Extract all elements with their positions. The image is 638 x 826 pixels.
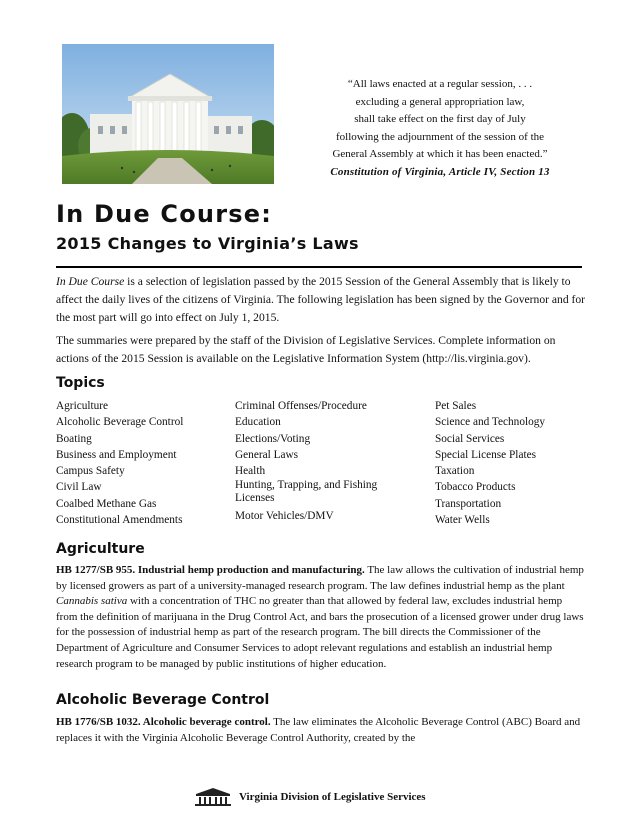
capitol-photo [62, 44, 274, 184]
topic-item: Boating [56, 432, 92, 445]
topic-item: Water Wells [435, 514, 490, 527]
topic-item: Motor Vehicles/DMV [235, 510, 334, 523]
abc-summary [56, 715, 586, 746]
page-footer [194, 787, 454, 809]
quote-line: General Assembly at which it has been enacted.” [332, 148, 548, 160]
intro-publication-name: In Due Course [56, 275, 125, 288]
topic-item: Pet Sales [435, 400, 477, 412]
bill-text-italic: Cannabis sativa [56, 595, 128, 608]
topic-item: Taxation [435, 465, 475, 478]
title-divider [56, 266, 582, 268]
topic-item: Health [235, 465, 266, 478]
intro-paragraph-summaries: The summaries were prepared by the staff of the Division of Legislative Services. Complete information on actions of the 2015 Session is available on the Legislative Information System (http://lis.virginia.gov). [56, 334, 556, 365]
bill-text: The law allows the cultivation of industrial hemp by licensed growers as part of a university-managed research program. The law defines industrial hemp as the plant [56, 564, 584, 592]
quote-line: following the adjournment of the session of the [335, 130, 545, 143]
topics-column-2 [235, 398, 415, 525]
topic-item: Constitutional Amendments [56, 514, 183, 527]
bill-heading: HB 1776/SB 1032. Alcoholic beverage control. [56, 716, 271, 728]
topic-item: Business and Employment [56, 448, 177, 461]
topic-item: Criminal Offenses/Procedure [235, 400, 367, 412]
topic-item: Transportation [435, 497, 502, 510]
bill-heading: HB 1277/SB 955. Industrial hemp production and manufacturing. [56, 564, 365, 576]
page-subtitle: 2015 Changes to Virginia’s Laws [56, 234, 359, 253]
capitol-building-icon [194, 787, 232, 807]
bill-text: with a concentration of THC no greater than that allowed by federal law, excludes industrial hemp from the definition of marijuana in the Drug Control Act, and bars the prosecution of a licensed grower under drug laws for the possession of industrial hemp as part of the research program. The bill directs the Commissioner of the Department of Agriculture and Consumer Services to adopt relevant regulations and establish an industrial hemp research program to be managed by public institutions of higher education. [56, 595, 584, 670]
intro-section [56, 273, 586, 373]
agriculture-summary [56, 563, 586, 672]
agriculture-heading: Agriculture [56, 541, 145, 557]
bill-text: The law eliminates the Alcoholic Beverage Control (ABC) Board and replaces it with the Virginia Alcoholic Beverage Control Authority, created by the [56, 716, 581, 744]
topic-item: Science and Technology [435, 416, 546, 429]
topics-column-1 [56, 398, 183, 528]
topic-item: Coalbed Methane Gas [56, 497, 157, 510]
topic-item: Civil Law [56, 481, 102, 494]
topics-heading: Topics [56, 375, 105, 391]
intro-text: is a selection of legislation passed by the 2015 Session of the General Assembly that is likely to affect the daily lives of the citizens of Virginia. The following legislation has been signed by the Governor and for the most part will go into effect on July 1, 2015. [56, 275, 586, 324]
topic-item: Campus Safety [56, 465, 125, 478]
page-title: In Due Course: [56, 200, 272, 228]
topic-item: Agriculture [56, 400, 109, 412]
footer-text: Virginia Division of Legislative Services [239, 791, 426, 803]
quote-citation: Constitution of Virginia, Article IV, Section 13 [330, 165, 550, 178]
abc-heading: Alcoholic Beverage Control [56, 692, 270, 708]
topic-item: Special License Plates [435, 448, 537, 461]
topic-item: Hunting, Trapping, and Fishing Licenses [235, 479, 378, 505]
topics-column-3 [435, 398, 545, 528]
quote-line: “All laws enacted at a regular session, . . . [347, 78, 533, 90]
intro-paragraph [56, 273, 586, 327]
quote-line: excluding a general appropriation law, [355, 95, 525, 108]
topic-item: General Laws [235, 448, 299, 461]
topic-item: Alcoholic Beverage Control [56, 416, 184, 429]
topic-item: Tobacco Products [435, 481, 516, 494]
topic-item: Elections/Voting [235, 432, 311, 445]
quote-line: shall take effect on the first day of July [354, 113, 526, 125]
topic-item: Social Services [435, 432, 505, 445]
constitution-quote [290, 76, 590, 181]
topic-item: Education [235, 416, 281, 429]
